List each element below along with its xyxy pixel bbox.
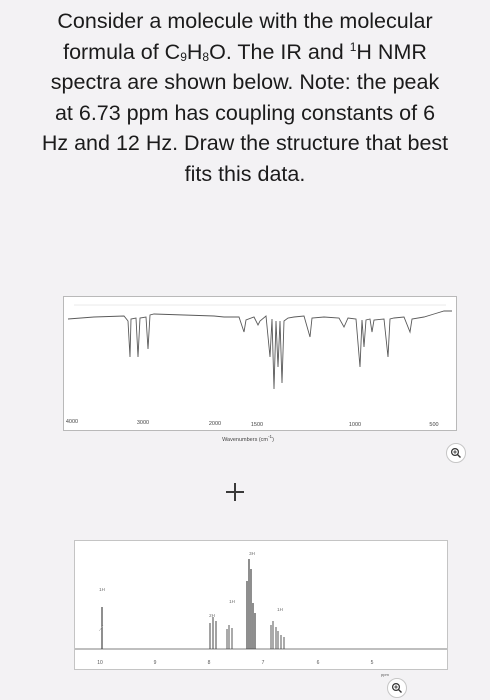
nmr-peak-aromatic-ortho [210, 617, 216, 649]
formula-suffix: O. The IR and [209, 39, 350, 64]
ir-xlabel-superscript: -1 [268, 434, 273, 439]
formula-subscript-h: 8 [202, 49, 210, 64]
integration-label: 3H [249, 551, 255, 556]
formula-subscript-c: 9 [180, 49, 187, 64]
nmr-peak-aromatic-main [247, 559, 255, 649]
question-line-4: at 6.73 ppm has coupling constants of 6 [54, 100, 436, 125]
ir-tick-label: 4000 [65, 419, 79, 425]
nmr-spectrum-plot [75, 541, 447, 669]
ir-tick-label: 1500 [250, 422, 264, 428]
nmr-label: H NMR [356, 39, 427, 64]
question-line-6: fits this data. [184, 161, 306, 186]
crosshair-icon [226, 483, 244, 501]
nmr-ppm-label: ppm [381, 672, 389, 677]
nmr-tick-label: 8 [207, 660, 211, 666]
nmr-spectrum-panel [74, 540, 448, 670]
formula-h: H [186, 39, 203, 64]
question-line-1: Consider a molecule with the molecular [57, 9, 433, 33]
zoom-ir-button[interactable] [446, 443, 466, 463]
question-line-2 [0, 37, 490, 68]
nmr-superscript: 1 [349, 39, 357, 54]
ir-spectrum-plot [64, 297, 456, 430]
integration-label: 1H [99, 587, 105, 592]
ir-tick-label: 1000 [348, 422, 362, 428]
nmr-tick-label: 5 [370, 660, 374, 666]
ir-tick-label: 3000 [136, 420, 150, 426]
integration-label: 1H [229, 599, 235, 604]
question-line-5: Hz and 12 Hz. Draw the structure that best [41, 131, 449, 155]
nmr-tick-label: 7 [261, 660, 265, 666]
ir-tick-label: 500 [429, 422, 439, 428]
integration-label: 1H [277, 607, 283, 612]
nmr-tick-label: 9 [153, 660, 157, 666]
ir-xlabel-close: ) [272, 436, 274, 443]
ir-spectrum-panel [63, 296, 457, 431]
formula-prefix: formula of C [63, 39, 181, 64]
question-text [0, 6, 490, 189]
ir-spectrum-trace [68, 311, 452, 389]
zoom-in-icon [450, 447, 462, 459]
ir-x-axis [0, 418, 490, 448]
ir-xlabel-text: Wavenumbers (cm [222, 436, 269, 443]
zoom-in-icon [391, 682, 403, 694]
nmr-tick-label: 10 [97, 660, 103, 666]
zoom-nmr-button[interactable] [387, 678, 407, 698]
ir-tick-label: 2000 [208, 421, 222, 427]
nmr-peak-vinyl-2 [271, 621, 284, 649]
nmr-tick-label: 6 [316, 660, 320, 666]
question-line-3: spectra are shown below. Note: the peak [50, 70, 440, 94]
integration-label: 2H [209, 613, 215, 618]
ir-x-axis-label [222, 434, 274, 443]
nmr-peak-vinyl-1 [227, 625, 232, 649]
